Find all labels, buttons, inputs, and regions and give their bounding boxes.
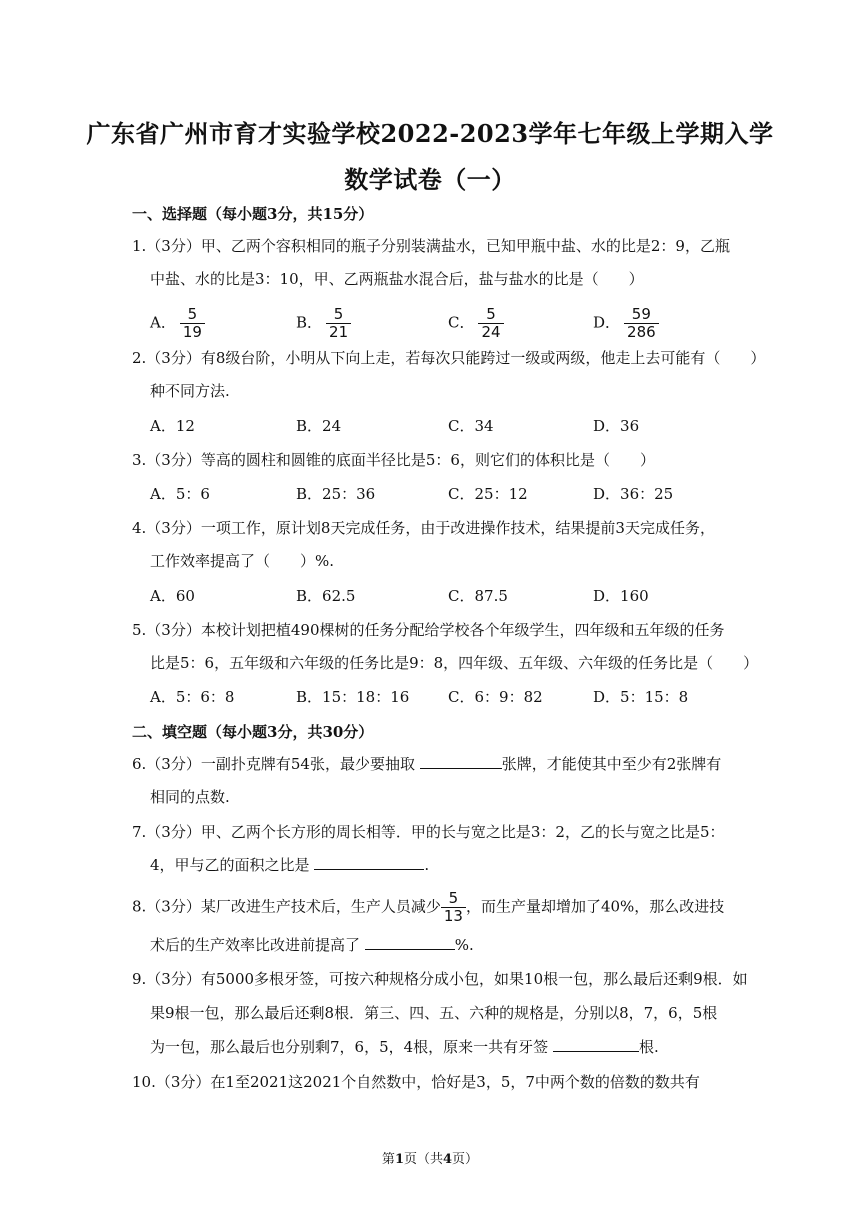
fraction: $\frac{5}{13}$ — [441, 890, 466, 925]
fraction: $\frac{59}{286}$ — [624, 306, 659, 341]
question-1-option-c: C． $\frac{5}{24}$ — [448, 306, 504, 341]
section-heading-multiple-choice: 一、选择题（每小题3分，共15分） — [132, 205, 374, 223]
question-9-line2: 果9根一包，那么最后还剩8根．第三、四、五、六种的规格是，分别以8，7，6，5根 — [150, 1004, 718, 1022]
question-2-option-b: B．24 — [296, 417, 342, 435]
question-2-line1: 2.（3分）有8级台阶，小明从下向上走，若每次只能跨过一级或两级，他走上去可能有（ ） — [132, 349, 766, 367]
fraction: $\frac{5}{19}$ — [180, 306, 205, 341]
question-4-option-b: B．62.5 — [296, 587, 356, 605]
question-1-option-b: B． $\frac{5}{21}$ — [296, 306, 351, 341]
question-9-line3: 为一包，那么最后也分别剩7，6，5，4根，原来一共有牙签 根. — [150, 1038, 659, 1056]
exam-title-line1: 广东省广州市育才实验学校2022-2023学年七年级上学期入学 — [86, 119, 774, 148]
answer-blank[interactable] — [553, 1037, 639, 1052]
question-5-line1: 5.（3分）本校计划把植490棵树的任务分配给学校各个年级学生，四年级和五年级的任务 — [132, 621, 725, 639]
question-4-option-d: D．160 — [593, 587, 649, 605]
question-2-option-a: A．12 — [150, 417, 195, 435]
question-1-line1: 1.（3分）甲、乙两个容积相同的瓶子分别装满盐水，已知甲瓶中盐、水的比是2：9，乙瓶 — [132, 237, 730, 255]
answer-blank[interactable] — [420, 754, 502, 769]
question-5-line2: 比是5：6，五年级和六年级的任务比是9：8，四年级、五年级、六年级的任务比是（ ） — [150, 654, 759, 672]
question-3-option-c: C．25：12 — [448, 485, 528, 503]
question-1-option-d: D． $\frac{59}{286}$ — [593, 306, 659, 341]
question-4-option-c: C．87.5 — [448, 587, 508, 605]
question-8-line1: 8.（3分）某厂改进生产技术后，生产人员减少 $\frac{5}{13}$ ，而生产量却增加了40%，那么改进技 — [132, 889, 725, 925]
question-8-line2: 术后的生产效率比改进前提高了 %. — [150, 936, 474, 954]
question-2-option-d: D．36 — [593, 417, 640, 435]
fraction: $\frac{5}{21}$ — [326, 306, 351, 341]
page-footer: 第1页（共4页） — [381, 1152, 479, 1167]
question-9-line1: 9.（3分）有5000多根牙签，可按六种规格分成小包，如果10根一包，那么最后还剩9根．如 — [132, 970, 748, 988]
question-2-option-c: C．34 — [448, 417, 494, 435]
question-4-line1: 4.（3分）一项工作，原计划8天完成任务，由于改进操作技术，结果提前3天完成任务， — [132, 519, 715, 537]
question-10-line1: 10.（3分）在1至2021这2021个自然数中，恰好是3，5，7中两个数的倍数的数共有 — [132, 1073, 700, 1091]
question-4-option-a: A．60 — [150, 587, 195, 605]
question-6-line2: 相同的点数. — [150, 788, 230, 806]
exam-title-line2: 数学试卷（一） — [344, 165, 516, 194]
question-5-option-b: B．15：18：16 — [296, 688, 410, 706]
answer-blank[interactable] — [314, 855, 424, 870]
section-heading-fill-in: 二、填空题（每小题3分，共30分） — [132, 723, 374, 741]
question-6-line1: 6.（3分）一副扑克牌有54张，最少要抽取 张牌，才能使其中至少有2张牌有 — [132, 755, 722, 773]
answer-blank[interactable] — [365, 935, 455, 950]
question-3-line1: 3.（3分）等高的圆柱和圆锥的底面半径比是5：6，则它们的体积比是（ ） — [132, 451, 655, 469]
question-5-option-a: A．5：6：8 — [150, 688, 235, 706]
question-3-option-b: B．25：36 — [296, 485, 376, 503]
question-5-option-c: C．6：9：82 — [448, 688, 543, 706]
question-3-option-a: A．5：6 — [150, 485, 210, 503]
question-7-line1: 7.（3分）甲、乙两个长方形的周长相等．甲的长与宽之比是3：2，乙的长与宽之比是5： — [132, 823, 725, 841]
fraction: $\frac{5}{24}$ — [478, 306, 503, 341]
question-3-option-d: D．36：25 — [593, 485, 674, 503]
question-5-option-d: D．5：15：8 — [593, 688, 689, 706]
question-4-line2: 工作效率提高了（ ）%. — [150, 552, 335, 570]
question-2-line2: 种不同方法. — [150, 382, 230, 400]
question-1-option-a: A． $\frac{5}{19}$ — [150, 306, 205, 341]
question-7-line2: 4，甲与乙的面积之比是 . — [150, 856, 430, 874]
question-1-line2: 中盐、水的比是3：10，甲、乙两瓶盐水混合后，盐与盐水的比是（ ） — [150, 270, 644, 288]
